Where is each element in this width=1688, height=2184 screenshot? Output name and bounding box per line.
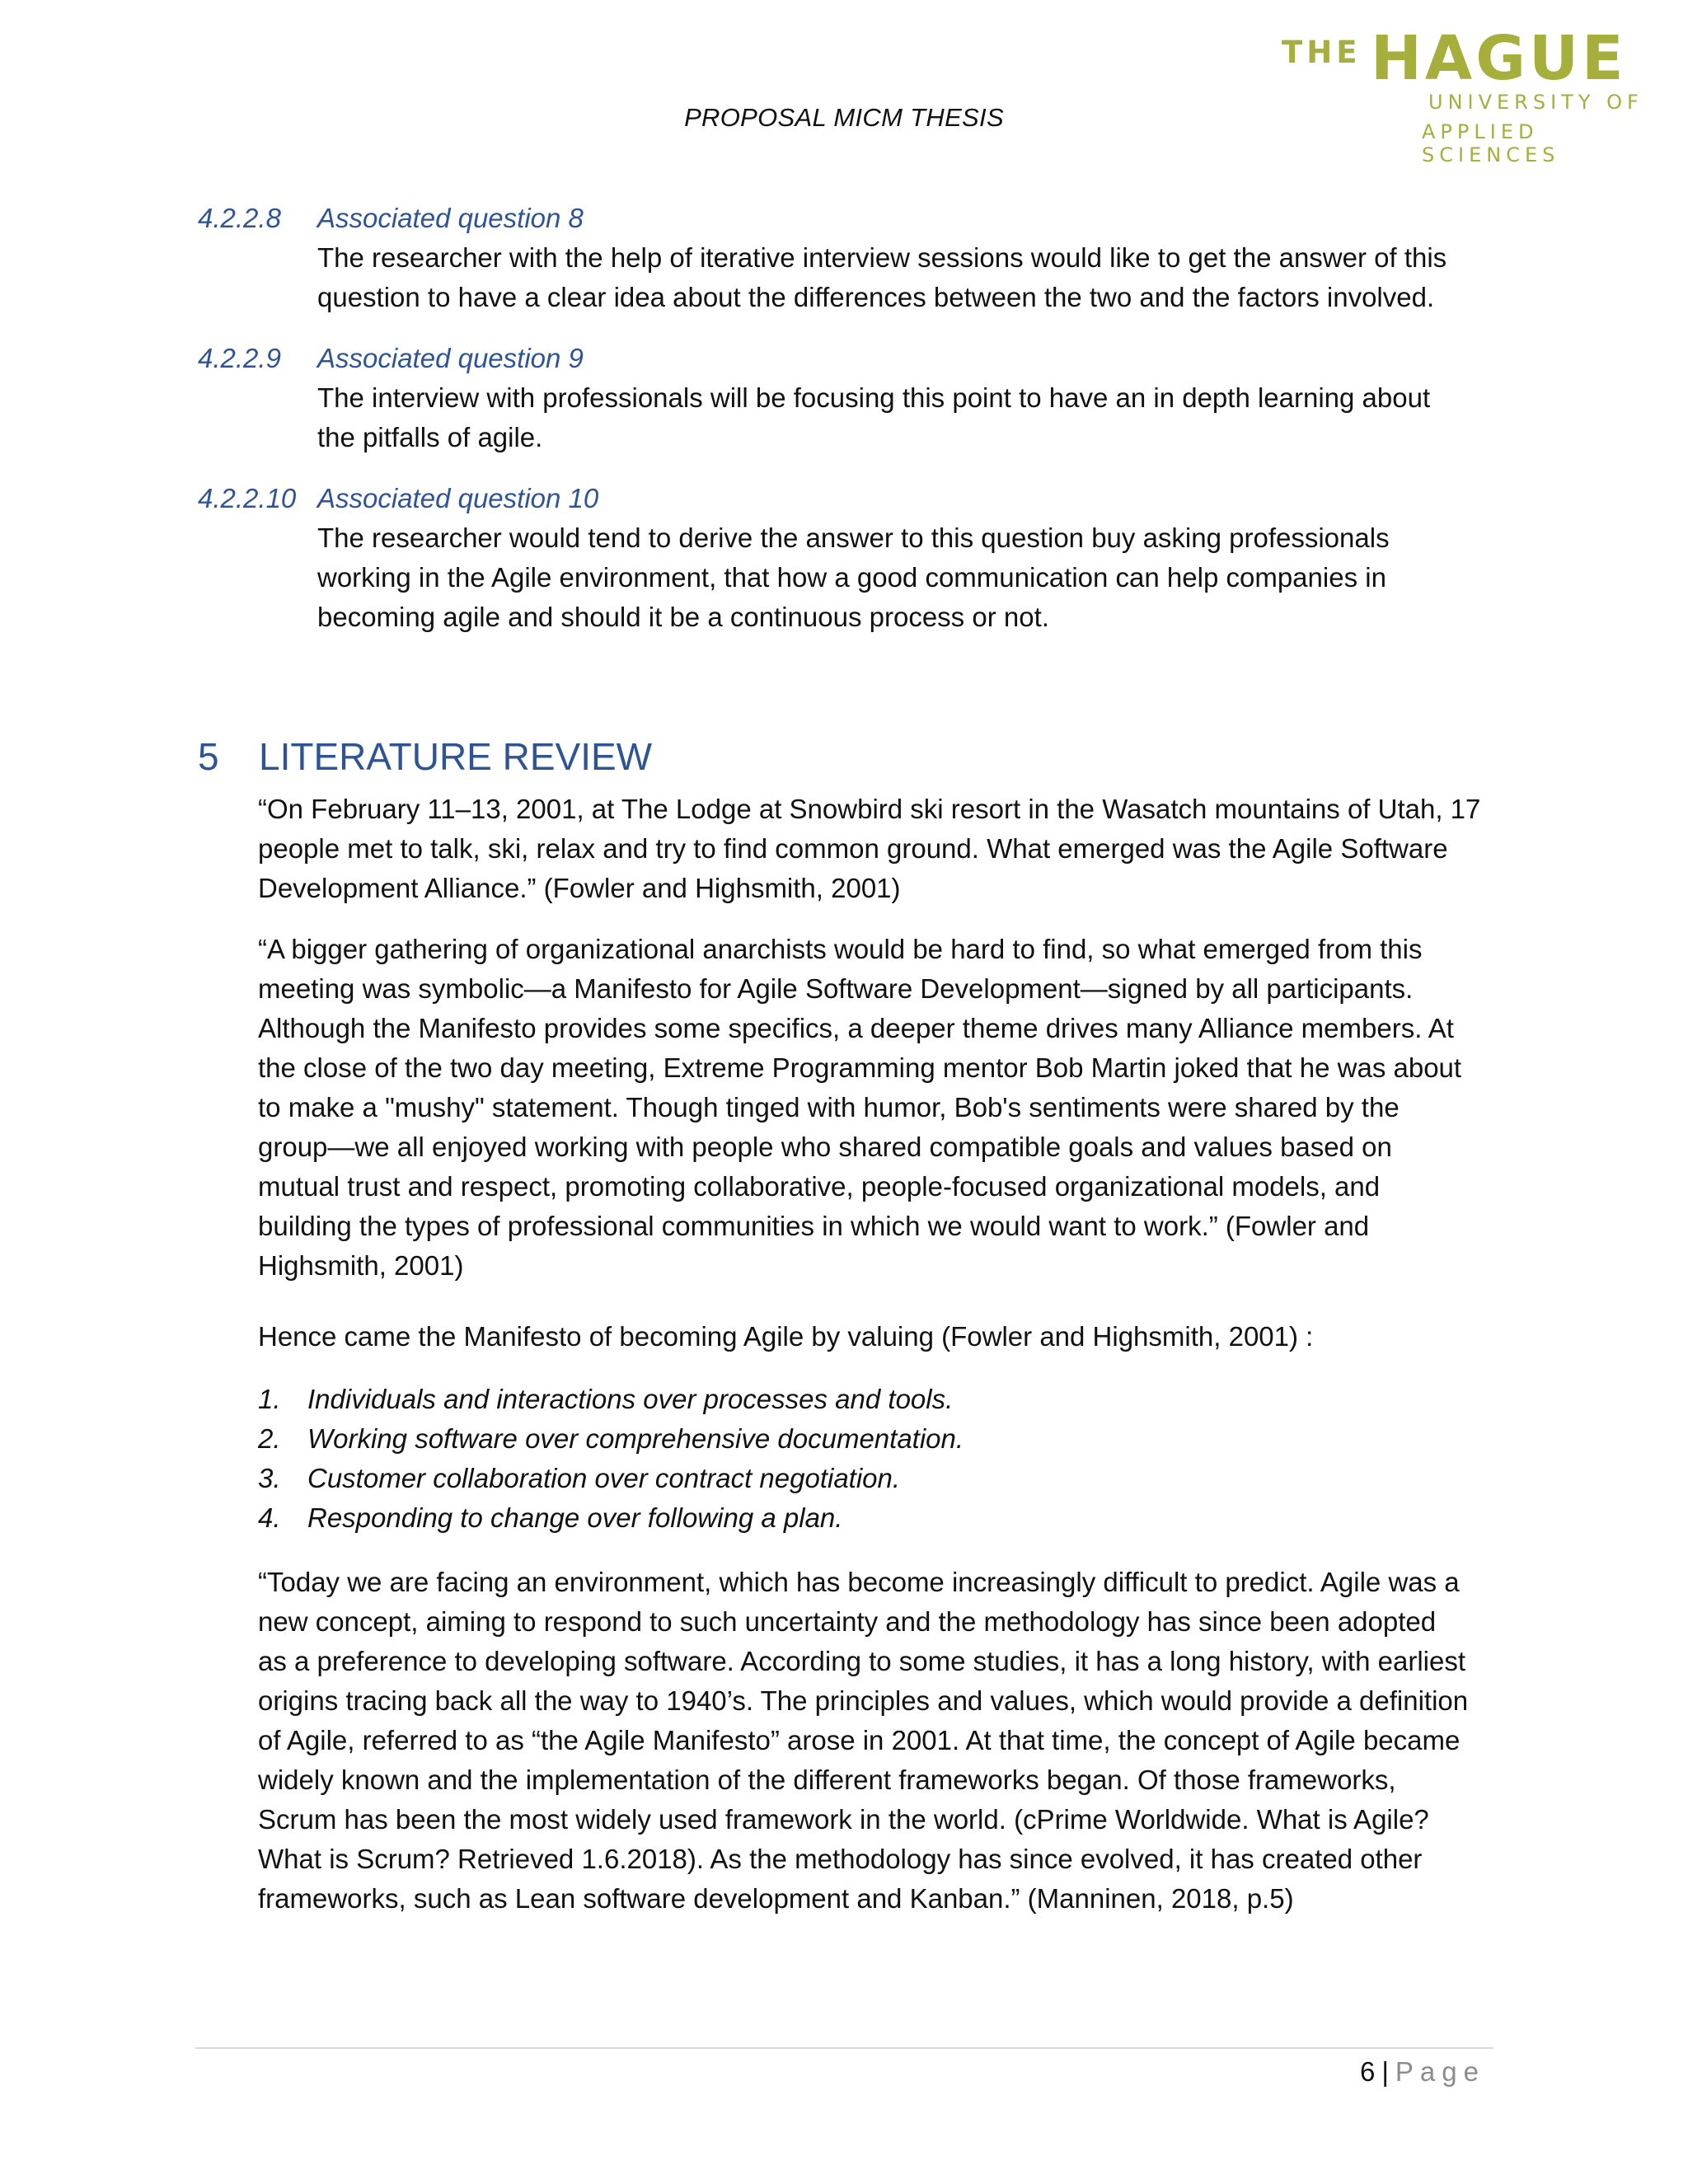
text-line: “A bigger gathering of organizational anarchists would be hard to find, so what emerged from this (258, 934, 1423, 964)
text-line: to make a "mushy" statement. Though tinged with humor, Bob's sentiments were shared by the (258, 1092, 1400, 1122)
section-heading (198, 732, 652, 781)
subsection-4-2-2-9 (198, 339, 1500, 457)
text-line: Scrum has been the most widely used framework in the world. (cPrime Worldwide. What is Agile? (258, 1804, 1429, 1835)
page-number-separator: | (1381, 2056, 1389, 2087)
list-item-text: Responding to change over following a plan. (307, 1502, 843, 1533)
list-item-number: 2. (258, 1423, 281, 1454)
logo-line-university: UNIVERSITY OF (1428, 91, 1643, 114)
list-item-number: 3. (258, 1463, 281, 1493)
page-label: Page (1395, 2056, 1485, 2087)
list-item-text: Working software over comprehensive documentation. (307, 1423, 964, 1454)
subsection-heading (198, 479, 1500, 518)
text-line: group—we all enjoyed working with people who shared compatible goals and values based on (258, 1132, 1392, 1162)
section-title: LITERATURE REVIEW (259, 735, 653, 778)
manifesto-values-list (258, 1380, 1494, 1538)
text-line: mutual trust and respect, promoting collaborative, people-focused organizational models, and (258, 1171, 1381, 1202)
subsection-body (317, 238, 1500, 317)
list-item-number: 1. (258, 1384, 281, 1414)
footer-divider (195, 2047, 1493, 2049)
subsection-heading (198, 339, 1500, 378)
text-line: What is Scrum? Retrieved 1.6.2018). As the methodology has since evolved, it has created other (258, 1844, 1423, 1874)
logo-the-text: THE (1282, 35, 1362, 70)
list-item (258, 1419, 1494, 1459)
text-line: working in the Agile environment, that how a good communication can help companies in (317, 562, 1386, 593)
page-header-title: PROPOSAL MICM THESIS (684, 103, 1004, 132)
subsection-number: 4.2.2.10 (198, 483, 297, 513)
text-line: frameworks, such as Lean software development and Kanban.” (Manninen, 2018, p.5) (258, 1883, 1294, 1914)
paragraph-snowbird-quote (258, 790, 1511, 908)
list-item (258, 1498, 1494, 1538)
text-line: the close of the two day meeting, Extreme Programming mentor Bob Martin joked that he was about (258, 1052, 1462, 1083)
text-line: the pitfalls of agile. (317, 422, 543, 452)
text-line: widely known and the implementation of the different frameworks began. Of those frameworks, (258, 1765, 1396, 1795)
text-line: origins tracing back all the way to 1940’s. The principles and values, which would provide a definition (258, 1685, 1469, 1716)
list-item-text: Customer collaboration over contract negotiation. (307, 1463, 901, 1493)
subsection-number: 4.2.2.9 (198, 343, 281, 373)
paragraph-manifesto-intro (258, 1317, 1511, 1357)
text-line: “On February 11–13, 2001, at The Lodge at Snowbird ski resort in the Wasatch mountains of Utah, 17 (258, 794, 1481, 824)
text-line: new concept, aiming to respond to such uncertainty and the methodology has since been adopted (258, 1606, 1437, 1637)
list-item-text: Individuals and interactions over processes and tools. (307, 1384, 954, 1414)
subsection-title: Associated question 9 (317, 343, 584, 373)
text-line: people met to talk, ski, relax and try to find common ground. What emerged was the Agile Software (258, 833, 1448, 864)
text-line: becoming agile and should it be a continuous process or not. (317, 602, 1049, 632)
subsection-4-2-2-10 (198, 479, 1500, 637)
paragraph-manifesto-quote (258, 930, 1511, 1286)
text-line: Highsmith, 2001) (258, 1250, 464, 1281)
logo-line-applied-sciences: APPLIED SCIENCES (1422, 120, 1560, 166)
list-item (258, 1380, 1494, 1419)
text-line: building the types of professional communities in which we would want to work.” (Fowler and (258, 1211, 1370, 1241)
subsection-title: Associated question 8 (317, 203, 584, 233)
page-number (1360, 2052, 1485, 2092)
subsection-4-2-2-8 (198, 199, 1500, 317)
text-line: meeting was symbolic—a Manifesto for Agile Software Development—signed by all participants. (258, 973, 1414, 1004)
text-line: The interview with professionals will be focusing this point to have an in depth learning about (317, 382, 1431, 413)
text-line: of Agile, referred to as “the Agile Manifesto” arose in 2001. At that time, the concept of Agile became (258, 1725, 1461, 1755)
text-line: “Today we are facing an environment, which has become increasingly difficult to predict. Agile was a (258, 1567, 1460, 1597)
list-item-number: 4. (258, 1502, 281, 1533)
subsection-title: Associated question 10 (317, 483, 599, 513)
text-line: Hence came the Manifesto of becoming Agile by valuing (Fowler and Highsmith, 2001) : (258, 1321, 1314, 1352)
text-line: as a preference to developing software. According to some studies, it has a long history, with earliest (258, 1646, 1466, 1676)
text-line: Although the Manifesto provides some specifics, a deeper theme drives many Alliance members. At (258, 1013, 1454, 1043)
text-line: The researcher with the help of iterative interview sessions would like to get the answer of this (317, 242, 1447, 273)
subsection-heading (198, 199, 1500, 238)
paragraph-agile-history-quote (258, 1563, 1511, 1919)
logo-hague-text: HAGUE (1371, 23, 1627, 94)
text-line: Development Alliance.” (Fowler and Highsmith, 2001) (258, 873, 901, 903)
text-line: question to have a clear idea about the differences between the two and the factors involved. (317, 282, 1435, 312)
section-number: 5 (198, 735, 219, 778)
text-line: The researcher would tend to derive the answer to this question buy asking professionals (317, 523, 1390, 553)
page-number-value: 6 (1359, 2056, 1376, 2087)
subsection-body (317, 378, 1500, 457)
university-logo (1282, 23, 1677, 166)
subsection-body (317, 518, 1500, 637)
list-item (258, 1459, 1494, 1498)
subsection-number: 4.2.2.8 (198, 203, 281, 233)
